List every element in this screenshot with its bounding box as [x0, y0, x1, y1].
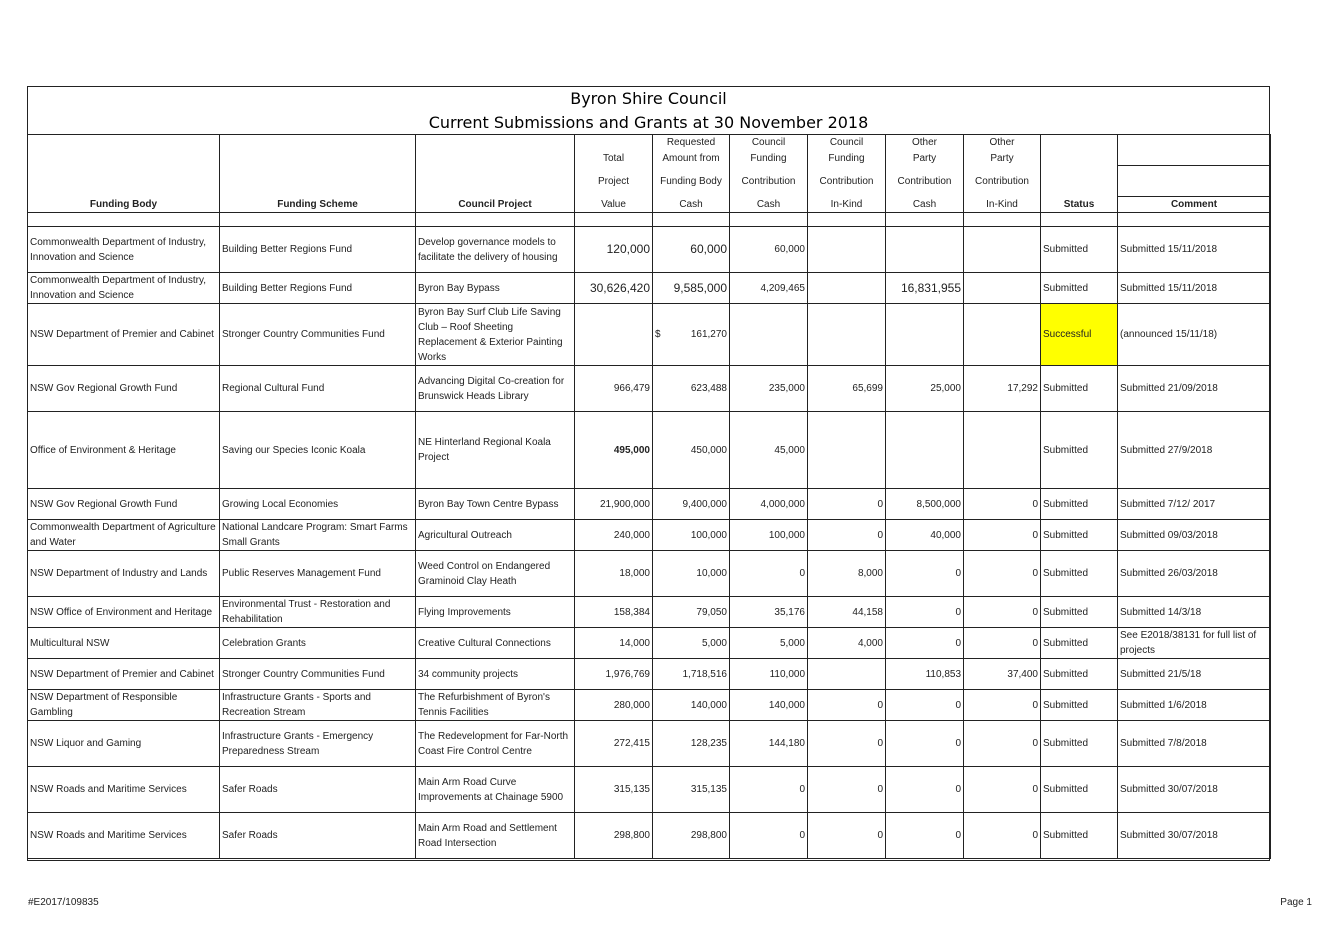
comment-cell: Submitted 7/8/2018	[1118, 721, 1271, 767]
hdr-opk-2: Party	[964, 151, 1041, 166]
hdr-status: Status	[1041, 197, 1118, 213]
total-value-cell	[575, 304, 653, 366]
status-cell: Submitted	[1041, 551, 1118, 597]
total-value-cell: 120,000	[575, 227, 653, 273]
comment-cell: Submitted 30/07/2018	[1118, 767, 1271, 813]
hdr-council-project: Council Project	[416, 197, 575, 213]
requested-cash-cell: 9,585,000	[653, 273, 730, 304]
council-cash-cell: 0	[730, 767, 808, 813]
council-cash-cell: 45,000	[730, 412, 808, 489]
requested-cash-cell: 9,400,000	[653, 489, 730, 520]
table-row	[28, 597, 1271, 628]
funding-body-cell: NSW Liquor and Gaming	[28, 721, 220, 767]
hdr-req-3: Funding Body	[653, 166, 730, 197]
other-party-inkind-cell: 37,400	[964, 659, 1041, 690]
spacer-row	[28, 213, 1271, 227]
council-inkind-cell	[808, 304, 886, 366]
other-party-inkind-cell: 0	[964, 721, 1041, 767]
council-inkind-cell: 0	[808, 489, 886, 520]
other-party-inkind-cell: 0	[964, 690, 1041, 721]
status-cell: Submitted	[1041, 366, 1118, 412]
status-cell: Submitted	[1041, 813, 1118, 859]
hdr-opk-4: In-Kind	[964, 197, 1041, 213]
sheet-title: Byron Shire Council	[570, 89, 727, 108]
hdr-funding-body: Funding Body	[28, 197, 220, 213]
sheet-subtitle: Current Submissions and Grants at 30 November 2018	[428, 113, 869, 132]
council-cash-cell: 35,176	[730, 597, 808, 628]
council-inkind-cell: 0	[808, 813, 886, 859]
hdr-opk-3: Contribution	[964, 166, 1041, 197]
funding-scheme-cell: Regional Cultural Fund	[220, 366, 416, 412]
other-party-inkind-cell: 0	[964, 628, 1041, 659]
other-party-inkind-cell: 0	[964, 813, 1041, 859]
funding-body-cell: NSW Office of Environment and Heritage	[28, 597, 220, 628]
funding-body-cell: NSW Roads and Maritime Services	[28, 813, 220, 859]
funding-body-cell: NSW Gov Regional Growth Fund	[28, 489, 220, 520]
total-value-cell: 495,000	[575, 412, 653, 489]
council-project-cell: Byron Bay Surf Club Life Saving Club – Roof Sheeting Replacement & Exterior Painting Works	[416, 304, 575, 366]
hdr-req-4: Cash	[653, 197, 730, 213]
council-project-cell: The Refurbishment of Byron's Tennis Facilities	[416, 690, 575, 721]
other-party-cash-cell: 0	[886, 767, 964, 813]
other-party-inkind-cell: 0	[964, 551, 1041, 597]
council-project-cell: Byron Bay Town Centre Bypass	[416, 489, 575, 520]
council-inkind-cell: 0	[808, 690, 886, 721]
other-party-cash-cell	[886, 304, 964, 366]
requested-cash-cell: 60,000	[653, 227, 730, 273]
funding-scheme-cell: Building Better Regions Fund	[220, 273, 416, 304]
funding-scheme-cell: Safer Roads	[220, 813, 416, 859]
grants-sheet	[27, 86, 1270, 861]
other-party-cash-cell: 110,853	[886, 659, 964, 690]
total-value-cell: 21,900,000	[575, 489, 653, 520]
funding-scheme-cell: Public Reserves Management Fund	[220, 551, 416, 597]
requested-amount: 161,270	[690, 329, 727, 340]
council-cash-cell: 0	[730, 813, 808, 859]
council-inkind-cell: 8,000	[808, 551, 886, 597]
other-party-cash-cell	[886, 412, 964, 489]
other-party-cash-cell: 0	[886, 721, 964, 767]
table-row	[28, 489, 1271, 520]
hdr-funding-scheme: Funding Scheme	[220, 197, 416, 213]
council-cash-cell: 0	[730, 551, 808, 597]
status-cell: Submitted	[1041, 659, 1118, 690]
hdr-opc-4: Cash	[886, 197, 964, 213]
other-party-cash-cell: 16,831,955	[886, 273, 964, 304]
council-inkind-cell: 4,000	[808, 628, 886, 659]
council-inkind-cell	[808, 273, 886, 304]
other-party-cash-cell: 0	[886, 628, 964, 659]
total-value-cell: 18,000	[575, 551, 653, 597]
table-row	[28, 366, 1271, 412]
hdr-opk-1: Other	[964, 135, 1041, 151]
requested-cash-cell: 100,000	[653, 520, 730, 551]
other-party-cash-cell: 0	[886, 813, 964, 859]
comment-cell: Submitted 15/11/2018	[1118, 273, 1271, 304]
funding-body-cell: Office of Environment & Heritage	[28, 412, 220, 489]
hdr-total-3: Value	[575, 197, 653, 213]
requested-cash-cell: 315,135	[653, 767, 730, 813]
table-row	[28, 412, 1271, 489]
total-value-cell: 272,415	[575, 721, 653, 767]
funding-scheme-cell: Building Better Regions Fund	[220, 227, 416, 273]
comment-cell: (announced 15/11/18)	[1118, 304, 1271, 366]
status-cell: Submitted	[1041, 520, 1118, 551]
council-project-cell: Advancing Digital Co-creation for Brunswick Heads Library	[416, 366, 575, 412]
council-inkind-cell	[808, 659, 886, 690]
comment-cell: Submitted 21/09/2018	[1118, 366, 1271, 412]
status-cell: Submitted	[1041, 227, 1118, 273]
total-value-cell: 14,000	[575, 628, 653, 659]
council-cash-cell	[730, 304, 808, 366]
comment-cell: Submitted 30/07/2018	[1118, 813, 1271, 859]
status-cell: Submitted	[1041, 273, 1118, 304]
comment-cell: Submitted 26/03/2018	[1118, 551, 1271, 597]
other-party-cash-cell	[886, 227, 964, 273]
comment-cell: Submitted 21/5/18	[1118, 659, 1271, 690]
hdr-cfc-1: Council	[730, 135, 808, 151]
hdr-req-1: Requested	[653, 135, 730, 151]
requested-cash-cell	[653, 304, 730, 366]
header-rows	[28, 135, 1271, 227]
council-cash-cell: 235,000	[730, 366, 808, 412]
document-reference: #E2017/109835	[28, 897, 99, 908]
other-party-cash-cell: 0	[886, 551, 964, 597]
other-party-cash-cell: 0	[886, 690, 964, 721]
requested-cash-cell: 128,235	[653, 721, 730, 767]
council-cash-cell: 5,000	[730, 628, 808, 659]
status-cell: Submitted	[1041, 628, 1118, 659]
funding-scheme-cell: Stronger Country Communities Fund	[220, 659, 416, 690]
comment-cell: See E2018/38131 for full list of projects	[1118, 628, 1271, 659]
table-row	[28, 273, 1271, 304]
comment-cell: Submitted 15/11/2018	[1118, 227, 1271, 273]
council-cash-cell: 4,209,465	[730, 273, 808, 304]
table-row	[28, 551, 1271, 597]
funding-scheme-cell: National Landcare Program: Smart Farms Small Grants	[220, 520, 416, 551]
other-party-inkind-cell: 17,292	[964, 366, 1041, 412]
hdr-cfk-1: Council	[808, 135, 886, 151]
status-cell: Successful	[1041, 304, 1118, 366]
council-inkind-cell: 65,699	[808, 366, 886, 412]
council-project-cell: 34 community projects	[416, 659, 575, 690]
funding-body-cell: NSW Department of Premier and Cabinet	[28, 659, 220, 690]
council-project-cell: Develop governance models to facilitate the delivery of housing	[416, 227, 575, 273]
hdr-opc-2: Party	[886, 151, 964, 166]
table-row	[28, 813, 1271, 859]
funding-scheme-cell: Growing Local Economies	[220, 489, 416, 520]
council-project-cell: Byron Bay Bypass	[416, 273, 575, 304]
status-cell: Submitted	[1041, 690, 1118, 721]
council-inkind-cell: 0	[808, 767, 886, 813]
funding-body-cell: NSW Department of Responsible Gambling	[28, 690, 220, 721]
other-party-cash-cell: 8,500,000	[886, 489, 964, 520]
hdr-opc-1: Other	[886, 135, 964, 151]
council-cash-cell: 110,000	[730, 659, 808, 690]
comment-cell: Submitted 1/6/2018	[1118, 690, 1271, 721]
grants-table	[27, 134, 1271, 859]
currency-symbol: $	[655, 329, 661, 340]
hdr-comment: Comment	[1118, 197, 1271, 213]
requested-cash-cell: 450,000	[653, 412, 730, 489]
hdr-cfk-3: Contribution	[808, 166, 886, 197]
table-row	[28, 690, 1271, 721]
hdr-cfc-3: Contribution	[730, 166, 808, 197]
hdr-opc-3: Contribution	[886, 166, 964, 197]
comment-cell: Submitted 14/3/18	[1118, 597, 1271, 628]
status-cell: Submitted	[1041, 767, 1118, 813]
requested-cash-cell: 623,488	[653, 366, 730, 412]
funding-body-cell: NSW Gov Regional Growth Fund	[28, 366, 220, 412]
council-cash-cell: 140,000	[730, 690, 808, 721]
requested-cash-cell: 298,800	[653, 813, 730, 859]
status-cell: Submitted	[1041, 412, 1118, 489]
table-row	[28, 628, 1271, 659]
table-row	[28, 304, 1271, 366]
comment-cell: Submitted 27/9/2018	[1118, 412, 1271, 489]
funding-body-cell: Multicultural NSW	[28, 628, 220, 659]
hdr-total-2: Project	[575, 166, 653, 197]
council-inkind-cell: 44,158	[808, 597, 886, 628]
requested-cash-cell: 5,000	[653, 628, 730, 659]
table-row	[28, 767, 1271, 813]
status-cell: Submitted	[1041, 721, 1118, 767]
council-project-cell: Main Arm Road and Settlement Road Intersection	[416, 813, 575, 859]
comment-cell: Submitted 7/12/ 2017	[1118, 489, 1271, 520]
table-row	[28, 520, 1271, 551]
funding-body-cell: NSW Department of Premier and Cabinet	[28, 304, 220, 366]
funding-body-cell: NSW Department of Industry and Lands	[28, 551, 220, 597]
status-cell: Submitted	[1041, 597, 1118, 628]
total-value-cell: 280,000	[575, 690, 653, 721]
other-party-cash-cell: 25,000	[886, 366, 964, 412]
status-cell: Submitted	[1041, 489, 1118, 520]
council-cash-cell: 60,000	[730, 227, 808, 273]
funding-body-cell: NSW Roads and Maritime Services	[28, 767, 220, 813]
other-party-cash-cell: 40,000	[886, 520, 964, 551]
hdr-cfk-2: Funding	[808, 151, 886, 166]
council-inkind-cell: 0	[808, 520, 886, 551]
funding-scheme-cell: Environmental Trust - Restoration and Rehabilitation	[220, 597, 416, 628]
council-cash-cell: 4,000,000	[730, 489, 808, 520]
funding-scheme-cell: Celebration Grants	[220, 628, 416, 659]
council-project-cell: Weed Control on Endangered Graminoid Clay Heath	[416, 551, 575, 597]
hdr-total-1: Total	[575, 135, 653, 166]
other-party-inkind-cell	[964, 304, 1041, 366]
funding-scheme-cell: Safer Roads	[220, 767, 416, 813]
total-value-cell: 315,135	[575, 767, 653, 813]
council-project-cell: NE Hinterland Regional Koala Project	[416, 412, 575, 489]
funding-body-cell: Commonwealth Department of Industry, Innovation and Science	[28, 227, 220, 273]
other-party-inkind-cell	[964, 412, 1041, 489]
council-project-cell: Flying Improvements	[416, 597, 575, 628]
council-project-cell: Agricultural Outreach	[416, 520, 575, 551]
council-project-cell: Creative Cultural Connections	[416, 628, 575, 659]
council-project-cell: The Redevelopment for Far-North Coast Fire Control Centre	[416, 721, 575, 767]
table-row	[28, 227, 1271, 273]
requested-cash-cell: 79,050	[653, 597, 730, 628]
council-cash-cell: 100,000	[730, 520, 808, 551]
funding-scheme-cell: Saving our Species Iconic Koala	[220, 412, 416, 489]
other-party-cash-cell: 0	[886, 597, 964, 628]
hdr-cfc-4: Cash	[730, 197, 808, 213]
funding-body-cell: Commonwealth Department of Industry, Innovation and Science	[28, 273, 220, 304]
council-project-cell: Main Arm Road Curve Improvements at Chainage 5900	[416, 767, 575, 813]
hdr-cfk-4: In-Kind	[808, 197, 886, 213]
total-value-cell: 30,626,420	[575, 273, 653, 304]
council-inkind-cell: 0	[808, 721, 886, 767]
funding-scheme-cell: Stronger Country Communities Fund	[220, 304, 416, 366]
total-value-cell: 240,000	[575, 520, 653, 551]
total-value-cell: 966,479	[575, 366, 653, 412]
data-rows	[28, 227, 1271, 859]
council-inkind-cell	[808, 227, 886, 273]
other-party-inkind-cell	[964, 273, 1041, 304]
funding-body-cell: Commonwealth Department of Agriculture and Water	[28, 520, 220, 551]
other-party-inkind-cell: 0	[964, 520, 1041, 551]
total-value-cell: 1,976,769	[575, 659, 653, 690]
table-row	[28, 721, 1271, 767]
council-inkind-cell	[808, 412, 886, 489]
other-party-inkind-cell: 0	[964, 767, 1041, 813]
total-value-cell: 298,800	[575, 813, 653, 859]
table-row	[28, 659, 1271, 690]
hdr-cfc-2: Funding	[730, 151, 808, 166]
funding-scheme-cell: Infrastructure Grants - Emergency Preparedness Stream	[220, 721, 416, 767]
page-number: Page 1	[1280, 897, 1312, 908]
other-party-inkind-cell: 0	[964, 489, 1041, 520]
hdr-req-2: Amount from	[653, 151, 730, 166]
council-cash-cell: 144,180	[730, 721, 808, 767]
funding-scheme-cell: Infrastructure Grants - Sports and Recreation Stream	[220, 690, 416, 721]
requested-cash-cell: 140,000	[653, 690, 730, 721]
requested-cash-cell: 1,718,516	[653, 659, 730, 690]
comment-cell: Submitted 09/03/2018	[1118, 520, 1271, 551]
total-value-cell: 158,384	[575, 597, 653, 628]
requested-cash-cell: 10,000	[653, 551, 730, 597]
other-party-inkind-cell	[964, 227, 1041, 273]
other-party-inkind-cell: 0	[964, 597, 1041, 628]
